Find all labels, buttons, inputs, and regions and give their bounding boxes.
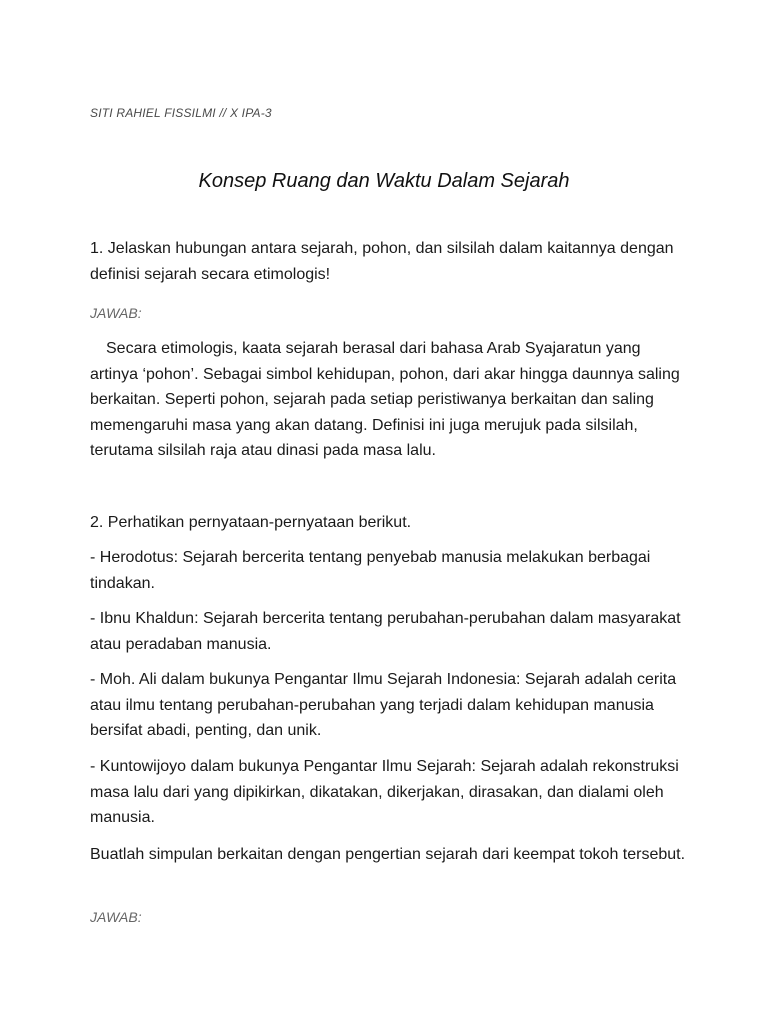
statement-ibnu-khaldun: - Ibnu Khaldun: Sejarah bercerita tentang perubahan-perubahan dalam masyarakat atau peradaban manusia. xyxy=(90,610,681,653)
statement-moh-ali: - Moh. Ali dalam bukunya Pengantar Ilmu Sejarah Indonesia: Sejarah adalah cerita atau ilmu tentang perubahan-perubahan yang terjadi dalam kehidupan manusia bersifat abadi, penting, dan unik. xyxy=(90,671,677,739)
question-2-instruction: Buatlah simpulan berkaitan dengan pengertian sejarah dari keempat tokoh tersebut. xyxy=(90,846,686,863)
question-2-prompt: 2. Perhatikan pernyataan-pernyataan berikut. xyxy=(90,514,412,531)
author-class-line: SITI RAHIEL FISSILMI // X IPA-3 xyxy=(90,106,272,120)
statement-herodotus: - Herodotus: Sejarah bercerita tentang penyebab manusia melakukan berbagai tindakan. xyxy=(90,549,651,592)
document-title: Konsep Ruang dan Waktu Dalam Sejarah xyxy=(198,170,570,192)
question-1-answer-label: JAWAB: xyxy=(90,305,142,321)
statement-kuntowijoyo: - Kuntowijoyo dalam bukunya Pengantar Ilmu Sejarah: Sejarah adalah rekonstruksi masa lalu dari yang dipikirkan, dikatakan, dikerjakan, dirasakan, dan dialami oleh manusia. xyxy=(90,758,679,826)
question-2-answer-label: JAWAB: xyxy=(90,909,142,925)
question-1-answer: Secara etimologis, kaata sejarah berasal dari bahasa Arab Syajaratun yang artinya ‘pohon’. Sebagai simbol kehidupan, pohon, dari akar hingga daunnya saling berkaitan. Seperti pohon, sejarah pada setiap peristiwanya berkaitan dan saling memengaruhi masa yang akan datang. Definisi ini juga merujuk pada silsilah, terutama silsilah raja atau dinasi pada masa lalu. xyxy=(90,340,680,459)
question-1-prompt: 1. Jelaskan hubungan antara sejarah, pohon, dan silsilah dalam kaitannya dengan definisi sejarah secara etimologis! xyxy=(90,240,674,283)
